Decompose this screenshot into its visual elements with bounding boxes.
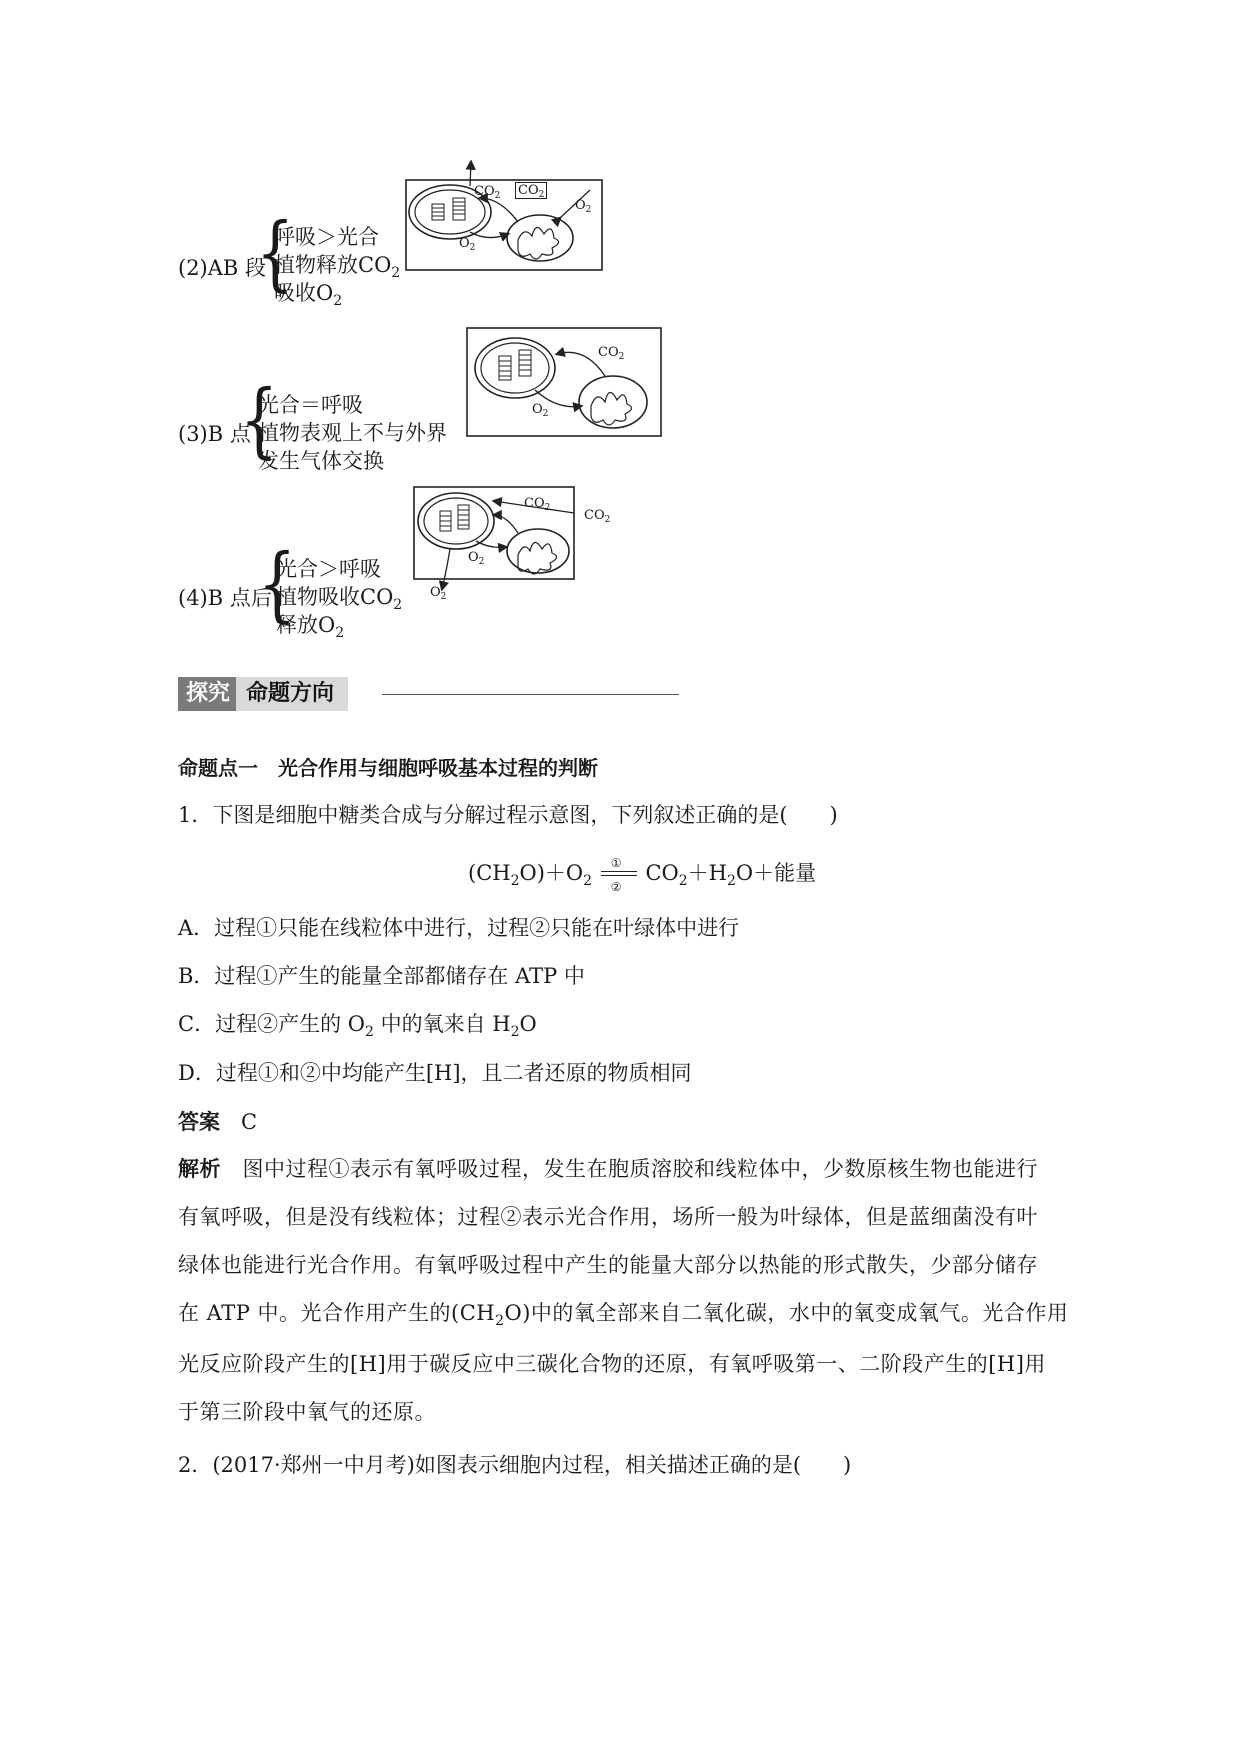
q1-option-a: A．过程①只能在线粒体中进行，过程②只能在叶绿体中进行 [178, 916, 740, 940]
case3-diagram [465, 326, 665, 438]
case4-o2-b: $O_2$ [430, 585, 447, 602]
case4-label: (4)B 点后 [178, 586, 272, 610]
case2-diagram [400, 160, 610, 272]
case3-line1: 光合＝呼吸 [258, 393, 363, 417]
brace-icon: { [256, 206, 295, 301]
case2-o2-b: $O_2$ [459, 236, 476, 253]
section-tag-secondary: 命题方向 [236, 677, 348, 711]
case4-line3: 释放$O_2$ [276, 613, 345, 641]
case2-line3: 吸收$O_2$ [274, 281, 343, 309]
q1-stem: 1．下图是细胞中糖类合成与分解过程示意图，下列叙述正确的是( ) [178, 803, 838, 827]
case2-line1: 呼吸＞光合 [274, 225, 379, 249]
case4-co2-a: $CO_2$ [524, 496, 551, 513]
section-tag-primary: 探究 [178, 677, 236, 711]
q1-option-d: D．过程①和②中均能产生[H]，且二者还原的物质相同 [178, 1061, 692, 1085]
case2-label: (2)AB 段 [178, 256, 267, 280]
section-rule [382, 694, 679, 695]
case2-o2-a: $O_2$ [575, 198, 592, 215]
q1-analysis: 解析 图中过程①表示有氧呼吸过程，发生在胞质溶胶和线粒体中，少数原核生物也能进行 有氧呼吸，但是没有线粒体；过程②表示光合作用，场所一般为叶绿体，但是蓝细菌没有叶 绿体也能进行光合作用。有氧呼吸过程中产生的能量大部分以热能的形式散失，少部分储存 在 ATP 中。光合作用产生的$(CH_2O)$中的氧全部来自二氧化碳，水中的氧变成氧气。光合作用 光反应阶段产生的[H]用于碳反应中三碳化合物的还原，有氧呼吸第一、二阶段产生的[H]用 于第三阶段中氧气的还原。 [178, 1157, 1069, 1424]
q1-answer: 答案 C [178, 1110, 258, 1134]
topic-title: 命题点一 光合作用与细胞呼吸基本过程的判断 [178, 756, 598, 780]
q1-equation: $(CH_2O)+O_2$ ① ② $CO_2+H_2O+$能量 [468, 856, 817, 894]
q2-stem: 2．(2017·郑州一中月考)如图表示细胞内过程，相关描述正确的是( ) [178, 1453, 852, 1477]
section-heading [178, 677, 348, 711]
case2-co2-a: $CO_2$ [474, 184, 501, 201]
case3-line2: 植物表观上不与外界 [258, 421, 447, 445]
case2-co2-b: $CO_2$ [515, 182, 547, 199]
case4-co2-b: $CO_2$ [584, 508, 611, 525]
case4-o2-a: $O_2$ [468, 550, 485, 567]
case3-line3: 发生气体交换 [258, 449, 384, 473]
case3-label: (3)B 点 [178, 422, 251, 446]
q1-option-b: B．过程①产生的能量全部都储存在 ATP 中 [178, 964, 585, 988]
q1-option-c: C．过程②产生的 $O_2$ 中的氧来自 $H_2O$ [178, 1012, 537, 1040]
brace-icon: { [258, 537, 297, 632]
case4-line2: 植物吸收$CO_2$ [276, 585, 403, 613]
reversible-arrow-icon: ① ② [599, 860, 639, 886]
case2-line2: 植物释放$CO_2$ [274, 253, 401, 281]
brace-icon: { [240, 373, 279, 468]
case4-line1: 光合＞呼吸 [276, 557, 381, 581]
case3-co2: $CO_2$ [598, 345, 625, 362]
case3-o2: $O_2$ [532, 402, 549, 419]
